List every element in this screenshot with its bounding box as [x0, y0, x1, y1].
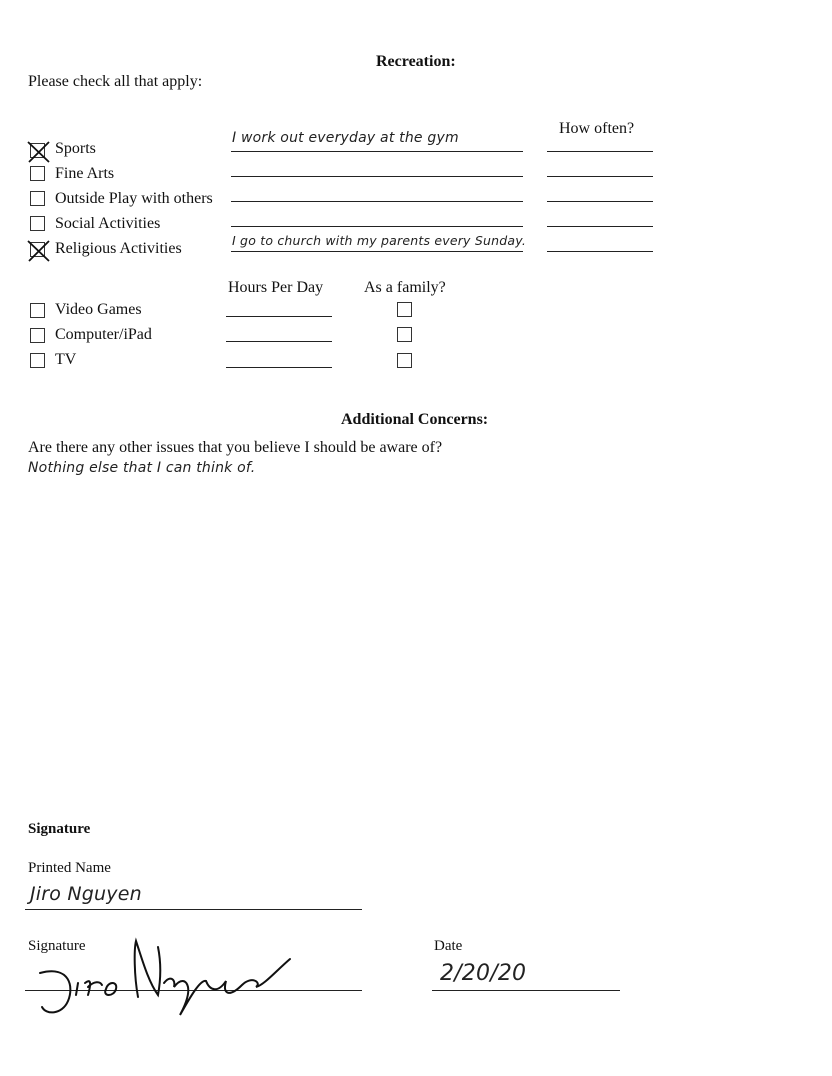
- religious-activities-response-line: [231, 251, 523, 252]
- video-games-hours-line[interactable]: [226, 316, 332, 317]
- handwritten-signature[interactable]: [30, 935, 300, 1025]
- how-often-header: How often?: [559, 120, 635, 137]
- social-activities-label: Social Activities: [55, 215, 161, 232]
- date-line: [432, 990, 620, 991]
- outside-play-how-often-line[interactable]: [547, 201, 653, 202]
- sports-response[interactable]: I work out everyday at the gym: [232, 130, 459, 146]
- video-games-family-checkbox[interactable]: [397, 302, 412, 317]
- religious-activities-checkbox[interactable]: [30, 242, 45, 257]
- social-activities-response-line[interactable]: [231, 226, 523, 227]
- printed-name-value[interactable]: Jiro Nguyen: [30, 883, 142, 905]
- printed-name-line: [25, 909, 362, 910]
- computer-ipad-family-checkbox[interactable]: [397, 327, 412, 342]
- check-instruction: Please check all that apply:: [28, 73, 203, 90]
- social-activities-checkbox[interactable]: [30, 216, 45, 231]
- date-label: Date: [434, 938, 463, 954]
- computer-ipad-checkbox[interactable]: [30, 328, 45, 343]
- signature-heading: Signature: [28, 821, 91, 837]
- fine-arts-response-line[interactable]: [231, 176, 523, 177]
- religious-activities-response[interactable]: I go to church with my parents every Sunday.: [232, 233, 526, 248]
- signature-label: Signature: [28, 938, 86, 954]
- hours-per-day-header: Hours Per Day: [228, 279, 324, 296]
- religious-activities-label: Religious Activities: [55, 240, 182, 257]
- computer-ipad-label: Computer/iPad: [55, 326, 152, 343]
- fine-arts-checkbox[interactable]: [30, 166, 45, 181]
- sports-checkbox[interactable]: [30, 143, 45, 158]
- sports-response-line: [231, 151, 523, 152]
- check-x-icon: [28, 240, 49, 261]
- social-activities-how-often-line[interactable]: [547, 226, 653, 227]
- as-family-header: As a family?: [364, 279, 446, 296]
- concerns-answer[interactable]: Nothing else that I can think of.: [28, 460, 256, 476]
- recreation-heading: Recreation:: [376, 53, 456, 70]
- video-games-checkbox[interactable]: [30, 303, 45, 318]
- religious-activities-how-often-line[interactable]: [547, 251, 653, 252]
- check-x-icon: [28, 141, 49, 162]
- tv-hours-line[interactable]: [226, 367, 332, 368]
- video-games-label: Video Games: [55, 301, 142, 318]
- sports-how-often-line[interactable]: [547, 151, 653, 152]
- computer-ipad-hours-line[interactable]: [226, 341, 332, 342]
- outside-play-response-line[interactable]: [231, 201, 523, 202]
- outside-play-checkbox[interactable]: [30, 191, 45, 206]
- fine-arts-how-often-line[interactable]: [547, 176, 653, 177]
- tv-family-checkbox[interactable]: [397, 353, 412, 368]
- outside-play-label: Outside Play with others: [55, 190, 213, 207]
- concerns-question: Are there any other issues that you believe I should be aware of?: [28, 439, 443, 456]
- sports-label: Sports: [55, 140, 96, 157]
- tv-checkbox[interactable]: [30, 353, 45, 368]
- date-value[interactable]: 2/20/20: [440, 961, 527, 986]
- printed-name-label: Printed Name: [28, 860, 111, 876]
- concerns-heading: Additional Concerns:: [341, 411, 489, 428]
- tv-label: TV: [55, 351, 77, 368]
- fine-arts-label: Fine Arts: [55, 165, 115, 182]
